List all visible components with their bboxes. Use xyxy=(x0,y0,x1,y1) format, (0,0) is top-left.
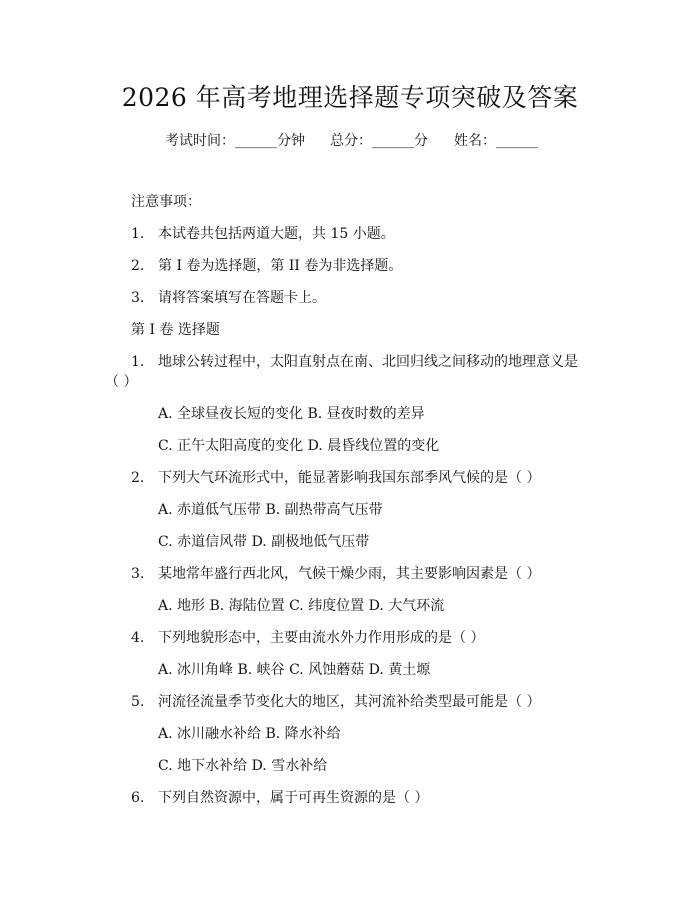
question-stem: 地球公转过程中，太阳直射点在南、北回归线之间移动的地理意义是 xyxy=(158,354,578,370)
question-number: 3. xyxy=(131,566,145,582)
notice-heading: 注意事项： xyxy=(131,194,201,210)
question-stem: 下列地貌形态中，主要由流水外力作用形成的是（ ） xyxy=(158,630,485,646)
question-stem: 某地常年盛行西北风，气候干燥少雨，其主要影响因素是（ ） xyxy=(158,566,541,582)
question-number: 4. xyxy=(131,630,145,646)
question-options: C. 正午太阳高度的变化 D. 晨昏线位置的变化 xyxy=(158,438,440,454)
question-stem: 下列大气环流形式中，能显著影响我国东部季风气候的是（ ） xyxy=(158,470,541,486)
question-stem: 河流径流量季节变化大的地区，其河流补给类型最可能是（ ） xyxy=(158,694,541,710)
question-options: C. 赤道信风带 D. 副极地低气压带 xyxy=(158,534,370,550)
exam-score: 总分：______分 xyxy=(330,133,428,149)
notice-item-text: 本试卷共包括两道大题，共 15 小题。 xyxy=(158,226,395,242)
question-number: 2. xyxy=(131,470,145,486)
document-title: 2026 年高考地理选择题专项突破及答案 xyxy=(121,83,579,112)
question-number: 6. xyxy=(131,790,145,806)
notice-item-text: 第 I 卷为选择题，第 II 卷为非选择题。 xyxy=(158,258,403,274)
question-options: A. 赤道低气压带 B. 副热带高气压带 xyxy=(158,502,383,518)
question-options: C. 地下水补给 D. 雪水补给 xyxy=(158,758,328,774)
notice-item-number: 3. xyxy=(131,290,145,306)
student-name: 姓名：______ xyxy=(454,133,538,149)
question-number: 5. xyxy=(131,694,145,710)
notice-item-text: 请将答案填写在答题卡上。 xyxy=(158,290,326,306)
question-stem-continued: （ ） xyxy=(105,374,138,390)
question-options: A. 地形 B. 海陆位置 C. 纬度位置 D. 大气环流 xyxy=(158,598,445,614)
notice-item-number: 2. xyxy=(131,258,145,274)
question-options: A. 冰川角峰 B. 峡谷 C. 风蚀蘑菇 D. 黄土塬 xyxy=(158,662,431,678)
question-options: A. 全球昼夜长短的变化 B. 昼夜时数的差异 xyxy=(158,406,425,422)
question-options: A. 冰川融水补给 B. 降水补给 xyxy=(158,726,341,742)
section-title: 第 I 卷 选择题 xyxy=(131,322,220,338)
question-number: 1. xyxy=(131,354,145,370)
exam-time: 考试时间：______分钟 xyxy=(165,133,305,149)
notice-item-number: 1. xyxy=(131,226,145,242)
question-stem: 下列自然资源中，属于可再生资源的是（ ） xyxy=(158,790,429,806)
